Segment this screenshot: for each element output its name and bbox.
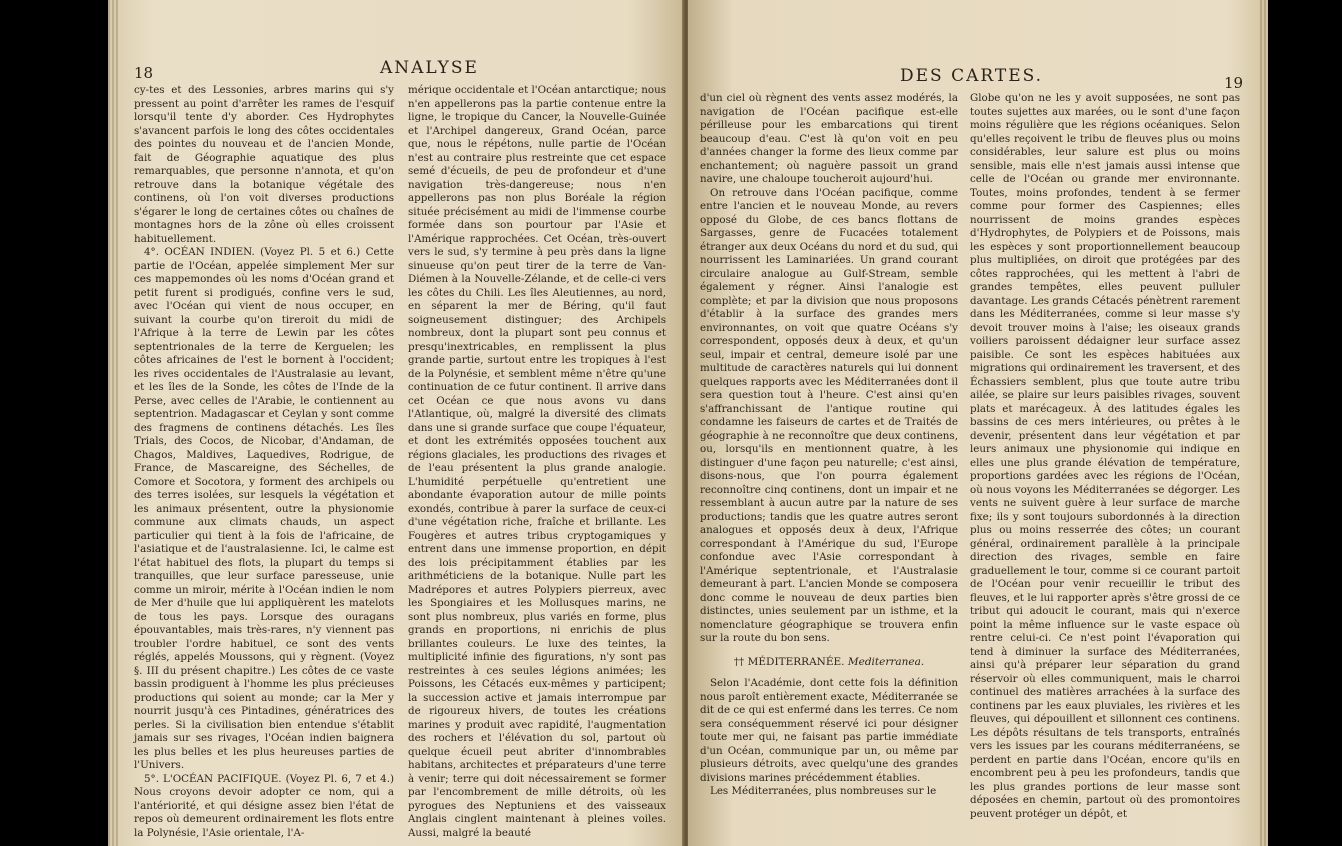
left-column-2 (408, 84, 666, 840)
paragraph: On retrouve dans l'Océan pacifique, comme entre l'ancien et le nouveau Monde, au revers opposé du Globe, de ces bancs flottans de Sargasses, genre de Fucacées totalement étranger aux deux Océans du nord et du sud, qui nourrissent les Laminariées. Un grand courant circulaire analogue au Gulf-Stream, semble également y régner. Ainsi l'analogie est complète; et par la division que nous proposons d'établir à la surface des grandes mers environnantes, on voit que quatre Océans s'y correspondent, opposés deux à deux, et qu'un seul, impair et central, demeure isolé par une multitude de caractères naturels qui lui donnent quelques rapports avec les Méditerranées dont il sera question tout à l'heure. C'est ainsi qu'en s'affranchissant de l'antique routine qui condamne les faiseurs de cartes et de Traités de géographie à ne reconnoître que deux continens, ou, lorsqu'ils en mentionnent quatre, à les distinguer d'une façon peu naturelle; c'est ainsi, disons-nous, que l'on pourra également reconnoître cinq continens, dont un impair et ne ressemblant à aucun autre par la nature de ses productions; tandis que les quatre autres seront analogues et opposés deux à deux, l'Afrique correspondant à l'Amérique du sud, l'Europe confondue avec l'Asie correspondant à l'Amérique septentrionale, et l'Australasie demeurant à part. L'ancien Monde se composera donc comme le nouveau de deux parties bien distinctes, unies seulement par un isthme, et la nomenclature géographique se trouvera enfin sur la route du bon sens. (700, 186, 958, 644)
left-page (118, 0, 684, 846)
paragraph: d'un ciel où règnent des vents assez modérés, la navigation de l'Océan pacifique est-elle périlleuse pour les embarcations qui tirent beaucoup d'eau. C'est là qu'on voit en peu d'années changer la forme des lieux comme par enchantement; où naguère passoit un grand navire, une chaloupe toucheroit aujourd'hui. (700, 92, 958, 185)
running-head-right: DES CARTES. (900, 66, 1044, 86)
section-heading (700, 656, 958, 670)
paragraph: mérique occidentale et l'Océan antarctique; nous n'en appellerons pas la partie contenue entre la ligne, le tropique du Cancer, la Nouvelle-Guinée et l'Archipel dangereux, Grand Océan, parce que, nous le répétons, nulle partie de l'Océan n'est au contraire plus restreinte que cet espace semé d'écueils, de peu de profondeur et d'une navigation très-dangereuse; nous n'en appellerons pas non plus Boréale la région située précisément au midi de l'immense courbe formée dans son pourtour par l'Asie et l'Amérique rapprochées. Cet Océan, très-ouvert vers le sud, s'y termine à peu près dans la ligne sinueuse qu'on peut tirer de la terre de Van-Diémen à la Nouvelle-Zélande, et de celle-ci vers les côtes du Chili. Les îles Aleutiennes, au nord, en séparent la mer de Béring, qu'il faut soigneusement distinguer; des Archipels nombreux, dont la plupart sont peu connus et presqu'inextricables, en remplissent la plus grande partie, surtout entre les tropiques à l'est de la Polynésie, et semblent même n'être qu'une continuation de ce futur continent. Il arrive dans cet Océan ce que nous avons vu dans l'Atlantique, où, malgré la diversité des climats dans une si grande surface que coupe l'équateur, et dont les extrémités opposées touchent aux régions glaciales, les productions des rivages et de l'eau présentent la plus grande analogie. L'humidité perpétuelle qu'entretient une abondante évaporation autour de mille points exondés, contribue à parer la surface de ceux-ci d'une végétation riche, fraîche et brillante. Les Fougères et autres tribus cryptogamiques y entrent dans une immense proportion, en dépit des lois précipitamment établies par les arithméticiens de la botanique. Nulle part les Madrépores et autres Polypiers pierreux, avec les Spongiaires et les Mollusques marins, ne sont plus nombreux, plus variés en forme, plus grands en proportions, ni enrichis de plus brillantes couleurs. Le luxe des teintes, la multiplicité infinie des figurations, n'y sont pas restreintes à ces seules légions animées; les Poissons, les Cétacés eux-mêmes y participent; la succession active et jamais interrompue par de rigoureux hivers, de toutes les créations marines y produit avec rapidité, l'augmentation des rochers et l'élévation du sol, partout où quelque écueil peut abriter d'innombrables habitans, architectes et préparateurs d'une terre à venir; terre qui doit nécessairement se former par l'encombrement de mille détroits, où les pyrogues des Neptuniens et des vaisseaux Anglais cinglent maintenant à pleines voiles. Aussi, malgré la beauté (408, 84, 666, 839)
right-column-1 (700, 92, 958, 799)
page-number-right: 19 (1224, 74, 1244, 92)
section-marker: †† (733, 655, 745, 668)
section-title: MÉDITERRANÉE. (747, 655, 845, 668)
right-page (688, 0, 1260, 846)
paragraph: 4°. OCÉAN INDIEN. (Voyez Pl. 5 et 6.) Cette partie de l'Océan, appelée simplement Mer sur ces mappemondes où les noms d'Océan grand et petit furent si prodigués, confine vers le sud, avec l'Océan qui vient de nous occuper, en suivant la courbe qu'on tireroit du midi de l'Afrique à la terre de Lewin par les côtes septentrionales de la terre de Kerguelen; les côtes africaines de l'est le bornent à l'occident; les rives occidentales de l'Australasie au levant, et les îles de la Sonde, les côtes de l'Inde de la Perse, avec celles de l'Arabie, le contiennent au septentrion. Madagascar et Ceylan y sont comme des fragmens de continens détachés. Les îles Trials, des Cocos, de Nicobar, d'Andaman, de Chagos, Maldives, Laquedives, Rodrigue, de France, de Mascareigne, des Séchelles, de Comore et Socotora, y forment des archipels ou des terres isolées, sur lesquels la végétation et les animaux présentent, outre la physionomie commune aux climats chauds, un aspect particulier qui tient à la fois de l'africaine, de l'asiatique et de l'australasienne. Ici, le calme est l'état habituel des flots, la plupart du temps si tranquilles, que leur surface paresseuse, unie comme un miroir, mérite à l'Océan indien le nom de Mer d'huile que lui appliquèrent les matelots de tous les pays. Lorsque des ouragans épouvantables, mais très-rares, n'y viennent pas troubler l'ordre habituel, ce sont des vents réglés, appelés Moussons, qui y règnent. (Voyez §. III du présent chapitre.) Les côtes de ce vaste bassin prodiguent à l'homme les plus précieuses productions qui soient au monde; car la Mer y nourrit jusqu'à ces Pintadines, génératrices des perles. Si la civilisation bien entendue s'établit jamais sur ses rivages, l'Océan indien baignera les plus belles et les plus heureuses parties de l'Univers. (134, 246, 394, 771)
section-title-latin: Mediterranea. (847, 655, 925, 668)
paragraph: cy-tes et des Lessonies, arbres marins qui s'y pressent au point d'arrêter les rames de l'esquif lorsqu'il tente d'y aborder. Ces Hydrophytes s'avancent parfois le long des côtes occidentales des pointes du nouveau et de l'ancien Monde, fait de Géographie aquatique des plus remarquables, que personne n'annota, et qu'on retrouve dans la botanique végétale des continens, où l'on voit diverses productions s'égarer le long de certaines côtes ou chaînes de montagnes hors de la zône où elles croissent habituellement. (134, 84, 394, 245)
left-column-1 (134, 84, 394, 840)
paragraph: 5°. L'OCÉAN PACIFIQUE. (Voyez Pl. 6, 7 et 4.) Nous croyons devoir adopter ce nom, qui a l'antériorité, et qui désigne assez bien l'état de repos où demeurent ordinairement les flots entre la Polynésie, l'Asie orientale, l'A- (134, 772, 394, 839)
right-column-2 (970, 92, 1240, 821)
paragraph: Les Méditerranées, plus nombreuses sur le (710, 785, 937, 797)
paragraph: Selon l'Académie, dont cette fois la définition nous paroît entièrement exacte, Méditerranée se dit de ce qui est enfermé dans les terres. Ce nom sera conséquemment réservé ici pour désigner toute mer qui, ne faisant pas partie immédiate d'un Océan, communique par un, ou même par plusieurs détroits, avec quelqu'une des grandes divisions marines précédemment établies. (700, 677, 958, 784)
paragraph: Globe qu'on ne les y avoit supposées, ne sont pas toutes sujettes aux marées, ou le sont d'une façon moins régulière que les régions océaniques. Selon qu'elles reçoivent le tribu de fleuves plus ou moins considérables, leur salure est plus ou moins sensible, mais elle n'est jamais aussi intense que celle de l'Océan ou grande mer environnante. Toutes, moins profondes, tendent à se fermer comme pour former des Caspiennes; elles nourrissent de moins grandes espèces d'Hydrophytes, de Polypiers et de Poissons, mais les espèces y sont proportionnellement beaucoup plus multipliées, on diroit que protégées par des côtes rapprochées, qui les mettent à l'abri de grandes tempêtes, elles peuvent pulluler davantage. Les grands Cétacés pénètrent rarement dans les Méditerranées, comme si leur masse s'y devoit trouver moins à l'aise; les oiseaux grands voiliers paroissent dédaigner leur surface assez paisible. Ce sont les espèces habituées aux migrations qui ordinairement les traversent, et des Échassiers semblent, plus que toute autre tribu ailée, se plaire sur leurs paisibles rivages, souvent plats et marécageux. À des latitudes égales les bassins de ces mers intérieures, ou prêtes à le devenir, présentent dans leur végétation et par leurs animaux une physionomie qui indique en elles une plus grande élévation de température, proportions gardées avec les régions de l'Océan, où nous voyons les Méditerranées se dégorger. Les vents ne suivent guère à leur surface de marche fixe; ils y sont toujours subordonnés à la direction plus ou moins resserrée des côtes; un courant général, ordinairement parallèle à la principale direction des rivages, semble en faire graduellement le tour, comme si ce courant partoit de l'Océan pour venir recueillir le tribut des fleuves, et le lui rapporter après s'être grossi de ce tribut qui adoucit le courant, mais qui n'exerce point la même influence sur le vaste espace où rentre celui-ci. Ce n'est point l'évaporation qui tend à diminuer la surface des Méditerranées, ainsi qu'à préparer leur séparation du grand réservoir où elles communiquent, mais le charroi continuel des matières arrachées à la surface des continens par les eaux pluviales, les rivières et les fleuves, qui dépouillent et sillonnent ces continens. Les dépôts résultans de tels transports, entraînés vers les issues par les courans méditerranéens, se perdent en partie dans l'Océan, encore qu'ils en encombrent peu à peu les profondeurs, tandis que les plus grandes portions de leur masse sont déposées en chemin, partout où des promontoires peuvent protéger un dépôt, et (970, 92, 1240, 820)
running-head-left: ANALYSE (380, 58, 479, 78)
page-number-left: 18 (134, 64, 154, 82)
